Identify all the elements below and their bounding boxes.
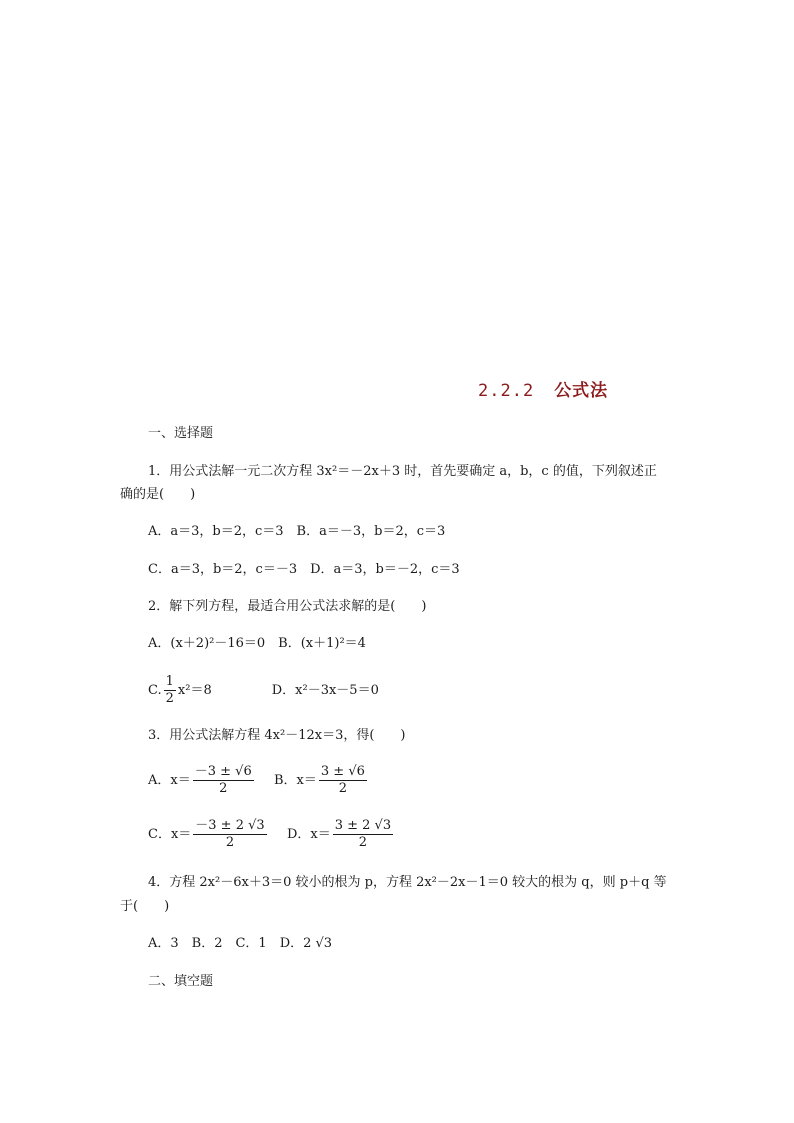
q2-optd: D．x²－3x－5＝0 bbox=[271, 683, 379, 698]
q3-a-label: A．x＝ bbox=[148, 773, 191, 788]
question-2-options-ab: A．(x＋2)²－16＝0 B．(x＋1)²＝4 bbox=[148, 636, 366, 651]
question-4-options: A．3 B．2 C．1 D．2 √3 bbox=[148, 936, 333, 951]
q3-b-label: B．x＝ bbox=[274, 773, 317, 788]
q3-d-numerator: 3 ± 2 √3 bbox=[334, 818, 392, 833]
q3-d-denominator: 2 bbox=[358, 835, 368, 850]
q2-optc-denominator: 2 bbox=[165, 691, 174, 706]
question-1-line2: 确的是( ) bbox=[120, 487, 196, 502]
q3-d-label: D．x＝ bbox=[286, 827, 331, 842]
section-heading-fill: 二、填空题 bbox=[148, 974, 214, 989]
q3-b-fraction bbox=[319, 764, 367, 797]
q3-c-numerator: －3 ± 2 √3 bbox=[195, 818, 265, 833]
q3-c-label: C．x＝ bbox=[148, 827, 192, 842]
title-text: 公式法 bbox=[554, 381, 609, 401]
q3-b-numerator: 3 ± √6 bbox=[320, 764, 365, 779]
q3-a-denominator: 2 bbox=[219, 781, 228, 796]
q2-optc-fraction bbox=[164, 674, 176, 707]
q3-c-fraction bbox=[193, 818, 266, 851]
question-3-options-ab bbox=[148, 764, 369, 797]
q3-a-numerator: －3 ± √6 bbox=[194, 764, 252, 779]
question-1-options-cd: C．a＝3，b＝2，c＝－3 D．a＝3，b＝－2，c＝3 bbox=[148, 562, 460, 577]
question-3-stem: 3．用公式法解方程 4x²－12x＝3，得( ) bbox=[148, 728, 406, 743]
question-4-line1: 4．方程 2x²－6x＋3＝0 较小的根为 p，方程 2x²－2x－1＝0 较大的根为 q，则 p＋q 等 bbox=[148, 875, 667, 890]
q2-optc-rest: x²＝8 bbox=[177, 683, 212, 698]
question-2-stem: 2．解下列方程，最适合用公式法求解的是( ) bbox=[148, 599, 427, 614]
q3-a-fraction bbox=[193, 764, 254, 797]
question-4-line2: 于( ) bbox=[120, 899, 170, 914]
q3-c-denominator: 2 bbox=[225, 835, 235, 850]
question-3-options-cd bbox=[148, 818, 395, 851]
question-1-options-ab: A．a＝3，b＝2，c＝3 B．a＝－3，b＝2，c＝3 bbox=[148, 524, 446, 539]
q2-optc-numerator: 1 bbox=[165, 674, 174, 689]
q3-d-fraction bbox=[333, 818, 393, 851]
q3-b-denominator: 2 bbox=[338, 781, 348, 796]
section-heading-choice: 一、选择题 bbox=[148, 426, 214, 441]
title-number: 2.2.2 bbox=[478, 381, 535, 401]
page-title bbox=[478, 376, 608, 401]
q2-optc-label: C. bbox=[148, 683, 162, 698]
question-1-line1: 1．用公式法解一元二次方程 3x²＝－2x＋3 时，首先要确定 a，b，c 的值，下列叙述正 bbox=[148, 464, 657, 479]
question-2-options-cd bbox=[148, 674, 379, 707]
